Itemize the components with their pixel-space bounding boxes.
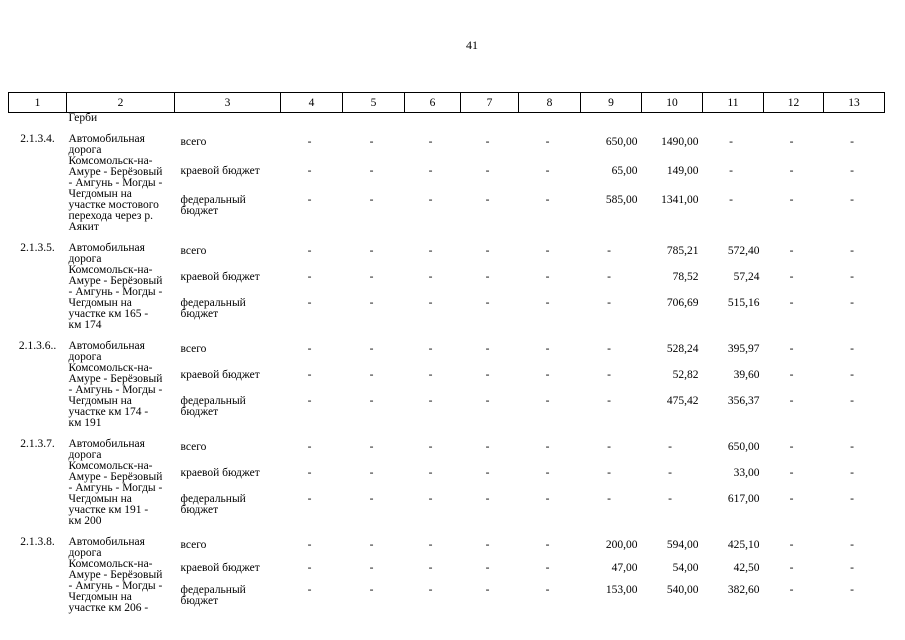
description-line: Автомобильная (68, 536, 145, 548)
value-cell: - (428, 136, 433, 148)
funding-source-line: федеральный (180, 194, 246, 207)
funding-source (175, 491, 281, 527)
value-cell: - (729, 165, 733, 178)
value-cell: - (428, 584, 433, 597)
value-cell: - (485, 561, 490, 574)
description-line: Комсомольск-на- (68, 264, 153, 276)
item-code: 2.1.3.8. (20, 536, 55, 548)
value-cell: 572,40 (727, 245, 760, 257)
funding-source (175, 465, 281, 491)
value-cell: 425,10 (727, 539, 760, 551)
description-line: км 174 (68, 319, 102, 331)
value-cell: - (789, 466, 794, 479)
value-cell: - (307, 561, 312, 574)
description-line: участке мостового (68, 199, 159, 211)
item-code: 2.1.3.4. (20, 133, 55, 145)
funding-source (175, 393, 281, 429)
item-code: 2.1.3.6.. (18, 340, 57, 352)
value-cell: - (369, 561, 374, 574)
description-line: Комсомольск-на- (68, 460, 153, 472)
value-cell: 585,00 (605, 194, 638, 207)
description-line: Автомобильная (68, 340, 145, 352)
value-cell: - (607, 296, 611, 309)
description-line: Автомобильная (68, 133, 145, 145)
value-cell: - (850, 194, 854, 207)
value-cell: - (369, 466, 374, 479)
column-header-10: 10 (642, 93, 703, 113)
value-cell: - (307, 492, 312, 505)
value-cell: - (428, 165, 433, 178)
funding-source-line: бюджет (180, 503, 219, 516)
value-cell: 52,82 (672, 368, 699, 381)
funding-source (175, 134, 281, 163)
funding-source-line: всего (180, 539, 207, 551)
value-cell: - (789, 539, 794, 551)
value-cell: - (428, 394, 433, 407)
value-cell: - (369, 368, 374, 381)
description-line: Чегдомын на (68, 395, 132, 407)
value-cell: - (607, 466, 611, 479)
value-cell: - (428, 368, 433, 381)
value-cell: - (668, 492, 672, 505)
value-cell: - (307, 441, 312, 453)
value-cell: - (369, 136, 374, 148)
value-cell: - (789, 194, 794, 207)
value-cell: - (428, 270, 433, 283)
item-description (67, 341, 175, 429)
item-description (67, 243, 175, 331)
value-cell: - (307, 194, 312, 207)
value-cell: - (668, 441, 672, 453)
description-line: - Амгунь - Могды - (68, 177, 163, 189)
value-cell: 57,24 (733, 270, 760, 283)
value-cell: - (307, 165, 312, 178)
value-cell: - (307, 245, 312, 257)
value-cell: 1341,00 (661, 194, 699, 207)
value-cell: - (850, 539, 854, 551)
value-cell: - (545, 492, 550, 505)
column-header-4: 4 (281, 93, 343, 113)
value-cell: - (850, 136, 854, 148)
value-cell: - (428, 492, 433, 505)
description-line: Комсомольск-на- (68, 155, 153, 167)
item-code: 2.1.3.7. (20, 438, 55, 450)
value-cell: - (789, 343, 794, 355)
value-cell: - (485, 466, 490, 479)
value-cell: - (369, 165, 374, 178)
value-cell: - (369, 270, 374, 283)
value-cell: 149,00 (666, 165, 699, 178)
description-line: - Амгунь - Могды - (68, 580, 163, 592)
description-line: Автомобильная (68, 438, 145, 450)
description-line: участке км 191 - (68, 504, 149, 516)
column-header-6: 6 (405, 93, 461, 113)
value-cell: - (428, 539, 433, 551)
value-cell: - (545, 539, 550, 551)
description-line: Аякит (68, 221, 99, 233)
table-row (9, 134, 885, 163)
description-line: Чегдомын на (68, 297, 132, 309)
value-cell: - (607, 441, 611, 453)
item-description (67, 537, 175, 614)
value-cell: 54,00 (672, 561, 699, 574)
value-cell: 200,00 (605, 539, 638, 551)
value-cell: - (789, 368, 794, 381)
item-description (67, 134, 175, 233)
description-line: дорога (68, 547, 102, 559)
value-cell: - (307, 466, 312, 479)
value-cell: - (428, 296, 433, 309)
value-cell: - (369, 492, 374, 505)
table-row (9, 243, 885, 269)
funding-source (175, 295, 281, 331)
description-line: Амуре - Берёзовый (68, 471, 163, 483)
item-description (67, 439, 175, 527)
description-line: - Амгунь - Могды - (68, 286, 163, 298)
funding-source (175, 367, 281, 393)
column-header-12: 12 (764, 93, 824, 113)
value-cell: 78,52 (672, 270, 699, 283)
table-row (9, 439, 885, 465)
value-cell: - (850, 165, 854, 178)
value-cell: 65,00 (611, 165, 638, 178)
header-row (9, 93, 885, 113)
value-cell: - (485, 136, 490, 148)
funding-source-line: краевой бюджет (180, 165, 260, 178)
funding-source-line: всего (180, 343, 207, 355)
value-cell: - (485, 584, 490, 597)
value-cell: - (850, 368, 854, 381)
column-header-9: 9 (581, 93, 642, 113)
description-line: Комсомольск-на- (68, 558, 153, 570)
funding-source-line: федеральный (180, 584, 246, 597)
column-header-13: 13 (824, 93, 885, 113)
value-cell: 706,69 (666, 296, 699, 309)
value-cell: 540,00 (666, 584, 699, 597)
value-cell: - (607, 245, 611, 257)
value-cell: - (485, 343, 490, 355)
value-cell: - (307, 296, 312, 309)
value-cell: - (307, 270, 312, 283)
value-cell: 395,97 (727, 343, 760, 355)
value-cell: - (307, 136, 312, 148)
value-cell: - (485, 194, 490, 207)
value-cell: 617,00 (727, 492, 760, 505)
value-cell: - (545, 165, 550, 178)
value-cell: - (369, 394, 374, 407)
value-cell: - (428, 245, 433, 257)
value-cell: - (545, 561, 550, 574)
funding-source-line: бюджет (180, 307, 219, 320)
funding-source-line: федеральный (180, 296, 246, 309)
value-cell: - (485, 165, 490, 178)
value-cell: 594,00 (666, 539, 699, 551)
column-header-5: 5 (343, 93, 405, 113)
funding-source-line: бюджет (180, 205, 219, 218)
value-cell: - (307, 584, 312, 597)
value-cell: - (485, 539, 490, 551)
value-cell: - (485, 296, 490, 309)
value-cell: - (668, 466, 672, 479)
column-header-1: 1 (9, 93, 67, 113)
column-header-2: 2 (67, 93, 175, 113)
value-cell: 650,00 (727, 441, 760, 453)
column-header-3: 3 (175, 93, 281, 113)
column-header-7: 7 (461, 93, 519, 113)
value-cell: - (850, 296, 854, 309)
item-code: 2.1.3.5. (20, 242, 55, 254)
value-cell: 39,60 (733, 368, 760, 381)
funding-source (175, 560, 281, 583)
value-cell: - (485, 492, 490, 505)
value-cell: - (369, 441, 374, 453)
description-line: дорога (68, 253, 102, 265)
value-cell: - (545, 296, 550, 309)
funding-source (175, 163, 281, 192)
value-cell: - (485, 441, 490, 453)
funding-source-line: федеральный (180, 394, 246, 407)
value-cell: - (428, 343, 433, 355)
funding-source (175, 192, 281, 233)
description-line: участке км 206 - (68, 602, 149, 614)
funding-source (175, 269, 281, 295)
value-cell: - (789, 165, 794, 178)
value-cell: 153,00 (605, 584, 638, 597)
value-cell: - (485, 368, 490, 381)
description-line: км 191 (68, 417, 102, 429)
value-cell: - (485, 270, 490, 283)
value-cell: - (545, 368, 550, 381)
value-cell: - (428, 561, 433, 574)
value-cell: 515,16 (727, 296, 760, 309)
table-row (9, 341, 885, 367)
value-cell: - (850, 270, 854, 283)
table-row (9, 537, 885, 560)
column-header-11: 11 (703, 93, 764, 113)
funding-source-line: краевой бюджет (180, 368, 260, 381)
funding-source (175, 243, 281, 269)
description-line: Амуре - Берёзовый (68, 569, 163, 581)
description-line: Чегдомын на (68, 591, 132, 603)
value-cell: - (307, 394, 312, 407)
funding-source-line: всего (180, 441, 207, 453)
value-cell: 785,21 (666, 245, 699, 257)
value-cell: - (545, 394, 550, 407)
funding-source (175, 582, 281, 614)
funding-source-line: краевой бюджет (180, 270, 260, 283)
value-cell: - (729, 136, 733, 148)
description-line: дорога (68, 144, 102, 156)
value-cell: - (545, 584, 550, 597)
description-line: Автомобильная (68, 242, 145, 254)
value-cell: - (545, 466, 550, 479)
value-cell: - (850, 394, 854, 407)
description-line: Чегдомын на (68, 493, 132, 505)
funding-source-line: бюджет (180, 595, 219, 608)
value-cell: - (369, 343, 374, 355)
value-cell: - (307, 539, 312, 551)
value-cell: - (485, 245, 490, 257)
funding-source (175, 439, 281, 465)
value-cell: - (789, 136, 794, 148)
value-cell: - (369, 296, 374, 309)
funding-source-line: краевой бюджет (180, 561, 260, 574)
value-cell: 47,00 (611, 561, 638, 574)
value-cell: - (428, 441, 433, 453)
funding-source (175, 341, 281, 367)
value-cell: - (369, 539, 374, 551)
value-cell: - (729, 194, 733, 207)
value-cell: 528,24 (666, 343, 699, 355)
value-cell: - (789, 561, 794, 574)
value-cell: - (789, 441, 794, 453)
value-cell: - (545, 270, 550, 283)
value-cell: 650,00 (605, 136, 638, 148)
value-cell: - (789, 270, 794, 283)
value-cell: - (369, 194, 374, 207)
value-cell: - (307, 368, 312, 381)
value-cell: - (850, 466, 854, 479)
value-cell: 42,50 (733, 561, 760, 574)
value-cell: - (545, 245, 550, 257)
description-line: Амуре - Берёзовый (68, 373, 163, 385)
description-line: - Амгунь - Могды - (68, 384, 163, 396)
funding-source-line: федеральный (180, 492, 246, 505)
funding-source (175, 537, 281, 560)
value-cell: 475,42 (666, 394, 699, 407)
value-cell: - (369, 245, 374, 257)
continuation-text: Герби (68, 112, 98, 124)
description-line: км 200 (68, 515, 102, 527)
value-cell: - (850, 492, 854, 505)
value-cell: - (428, 194, 433, 207)
column-header-8: 8 (519, 93, 581, 113)
value-cell: - (607, 492, 611, 505)
value-cell: - (485, 394, 490, 407)
value-cell: - (850, 343, 854, 355)
description-line: перехода через р. (68, 210, 153, 222)
value-cell: - (789, 245, 794, 257)
value-cell: - (607, 394, 611, 407)
value-cell: 33,00 (733, 466, 760, 479)
value-cell: - (607, 368, 611, 381)
description-line: Амуре - Берёзовый (68, 166, 163, 178)
description-line: Амуре - Берёзовый (68, 275, 163, 287)
funding-source-line: всего (180, 136, 207, 148)
description-line: Комсомольск-на- (68, 362, 153, 374)
value-cell: - (428, 466, 433, 479)
value-cell: - (789, 394, 794, 407)
description-line: участке км 174 - (68, 406, 149, 418)
value-cell: - (545, 441, 550, 453)
value-cell: - (850, 245, 854, 257)
value-cell: - (850, 441, 854, 453)
value-cell: - (789, 296, 794, 309)
value-cell: - (850, 561, 854, 574)
value-cell: 356,37 (727, 394, 760, 407)
value-cell: - (369, 584, 374, 597)
value-cell: - (545, 343, 550, 355)
table-body (9, 113, 885, 615)
description-line: дорога (68, 449, 102, 461)
value-cell: - (307, 343, 312, 355)
description-line: участке км 165 - (68, 308, 149, 320)
continuation-row (9, 113, 885, 125)
description-line: дорога (68, 351, 102, 363)
value-cell: - (607, 270, 611, 283)
value-cell: - (545, 136, 550, 148)
description-line: - Амгунь - Могды - (68, 482, 163, 494)
budget-table (8, 92, 885, 614)
value-cell: - (789, 492, 794, 505)
page-number: 41 (466, 38, 478, 52)
description-line: Чегдомын на (68, 188, 132, 200)
funding-source-line: всего (180, 245, 207, 257)
value-cell: 1490,00 (661, 136, 699, 148)
value-cell: 382,60 (727, 584, 760, 597)
value-cell: - (545, 194, 550, 207)
funding-source-line: краевой бюджет (180, 466, 260, 479)
value-cell: - (789, 584, 794, 597)
funding-source-line: бюджет (180, 405, 219, 418)
value-cell: - (850, 584, 854, 597)
value-cell: - (607, 343, 611, 355)
